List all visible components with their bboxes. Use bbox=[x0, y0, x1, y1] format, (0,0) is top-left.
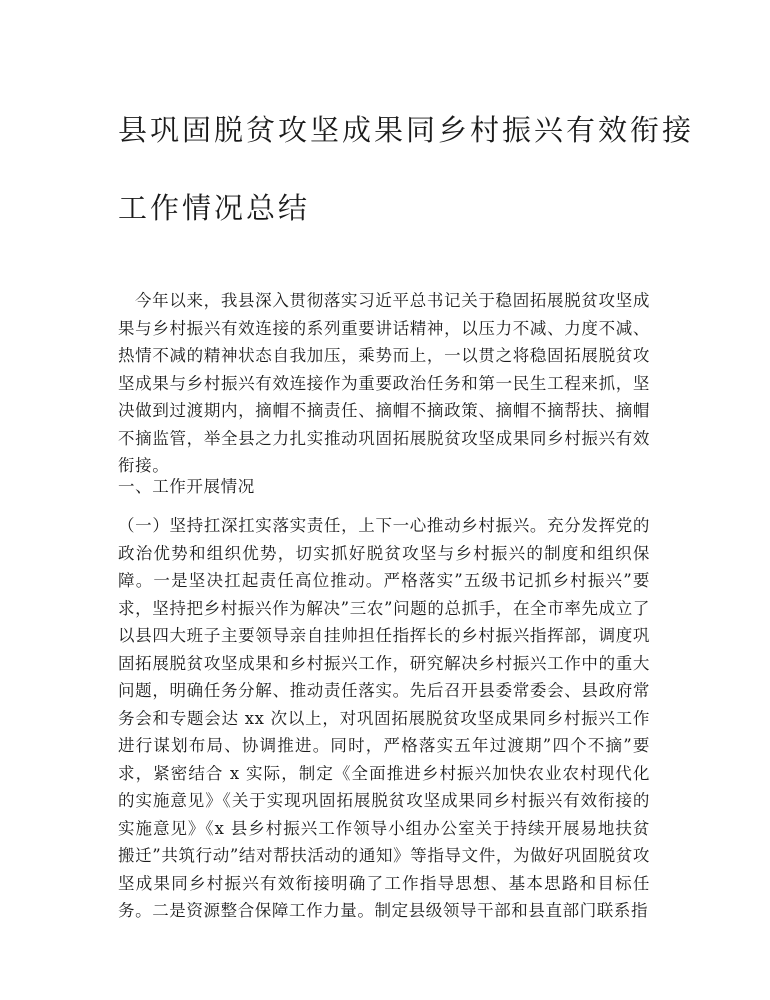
section-heading: 一、工作开展情况 bbox=[118, 477, 255, 496]
document-title-line-1: 县巩固脱贫攻坚成果同乡村振兴有效衔接 bbox=[118, 113, 695, 147]
section-paragraph: （一）坚持扛深扛实落实责任，上下一心推动乡村振兴。充分发挥党的政治优势和组织优势，切实抓好脱贫攻坚与乡村振兴的制度和组织保障。一是坚决扛起责任高位推动。严格落实”五级书记抓乡村振兴”要求，坚持把乡村振兴作为解决”三农”问题的总抓手，在全市率先成立了以县四大班子主要领导亲自挂帅担任指挥长的乡村振兴指挥部，调度巩固拓展脱贫攻坚成果和乡村振兴工作，研究解决乡村振兴工作中的重大问题，明确任务分解、推动责任落实。先后召开县委常委会、县政府常务会和专题会达 xx 次以上，对巩固拓展脱贫攻坚成果同乡村振兴工作进行谋划布局、协调推进。同时，严格落实五年过渡期”四个不摘”要求，紧密结合 x 实际，制定《全面推进乡村振兴加快农业农村现代化的实施意见》《关于实现巩固拓展脱贫攻坚成果同乡村振兴有效衔接的实施意见》《x 县乡村振兴工作领导小组办公室关于持续开展易地扶贫搬迁”共筑行动”结对帮扶活动的通知》等指导文件，为做好巩固脱贫攻坚成果同乡村振兴有效衔接明确了工作指导思想、基本思路和目标任务。二是资源整合保障工作力量。制定县级领导干部和县直部门联系指 bbox=[118, 516, 650, 920]
document-title-line-2: 工作情况总结 bbox=[118, 191, 311, 225]
intro-paragraph: 今年以来，我县深入贯彻落实习近平总书记关于稳固拓展脱贫攻坚成果与乡村振兴有效连接的系列重要讲话精神，以压力不减、力度不减、热情不减的精神状态自我加压，乘势而上，一以贯之将稳固拓展脱贫攻坚成果与乡村振兴有效连接作为重要政治任务和第一民生工程来抓，坚决做到过渡期内，摘帽不摘责任、摘帽不摘政策、摘帽不摘帮扶、摘帽不摘监管，举全县之力扎实推动巩固拓展脱贫攻坚成果同乡村振兴有效衔接。 bbox=[118, 291, 650, 475]
